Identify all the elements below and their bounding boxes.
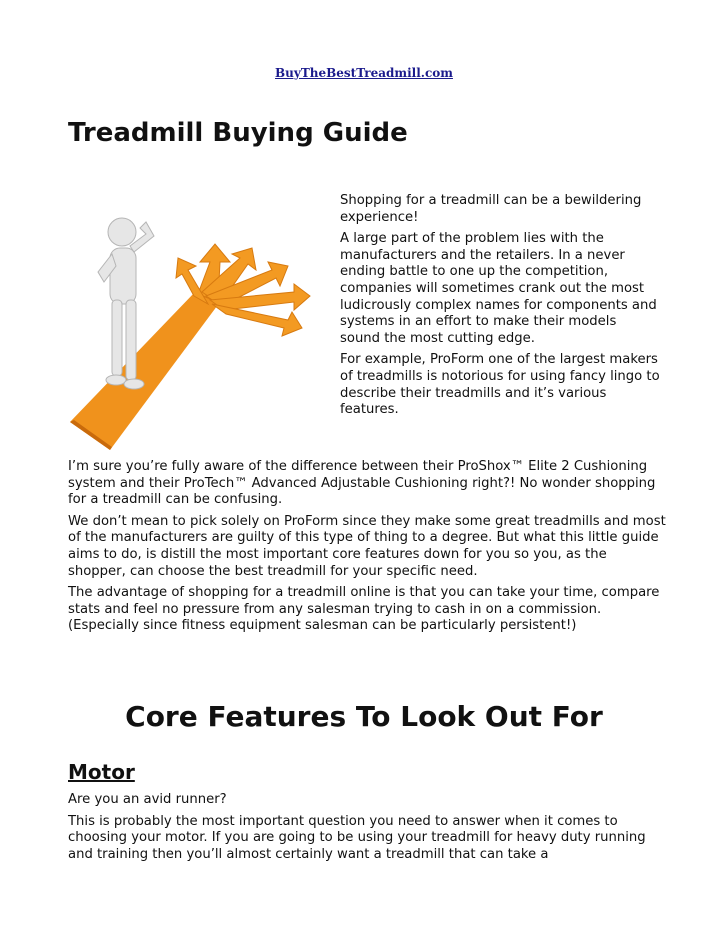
body-paragraph: The advantage of shopping for a treadmill online is that you can take your time, compare stats and feel no pressure from any salesman trying to cash in on a commission. (Especially since fitness equipment salesman can be particularly persistent!) [68, 585, 660, 634]
motor-paragraph: This is probably the most important question you need to answer when it comes to choosing your motor. If you are going to be using your treadmill for heavy duty running and training then you’ll almost certainly want a treadmill that can take a [68, 813, 646, 862]
section-title: Core Features To Look Out For [125, 700, 603, 733]
body-paragraph: We don’t mean to pick solely on ProForm since they make some great treadmills and most of the manufacturers are guilty of this type of thing to a degree. But what this little guide aims to do, is distill the most important core features down for you so you, as the shopper, can choose the best treadmill for your specific need. [68, 513, 666, 579]
site-link[interactable]: BuyTheBestTreadmill.com [275, 66, 453, 80]
treadmill-illustration [70, 192, 332, 450]
intro-paragraph: Shopping for a treadmill can be a bewildering experience! [340, 193, 642, 225]
intro-paragraph: For example, ProForm one of the largest makers of treadmills is notorious for using fancy lingo to describe their treadmills and it’s various features. [340, 352, 660, 418]
intro-side-text [340, 193, 660, 424]
motor-text [68, 792, 668, 868]
motor-paragraph: Are you an avid runner? [68, 792, 227, 807]
motor-heading: Motor [68, 760, 135, 784]
figure-at-crossroads-arrows-icon [70, 192, 332, 450]
body-text [68, 459, 668, 640]
page-title: Treadmill Buying Guide [68, 118, 408, 148]
body-paragraph: I’m sure you’re fully aware of the difference between their ProShox™ Elite 2 Cushioning system and their ProTech™ Advanced Adjustable Cushioning right?! No wonder shopping for a treadmill can be confusing. [68, 459, 656, 508]
intro-paragraph: A large part of the problem lies with the manufacturers and the retailers. In a never ending battle to one up the competition, companies will sometimes crank out the most ludicrously complex names for components and systems in an effort to make their models sound the most cutting edge. [340, 231, 657, 346]
